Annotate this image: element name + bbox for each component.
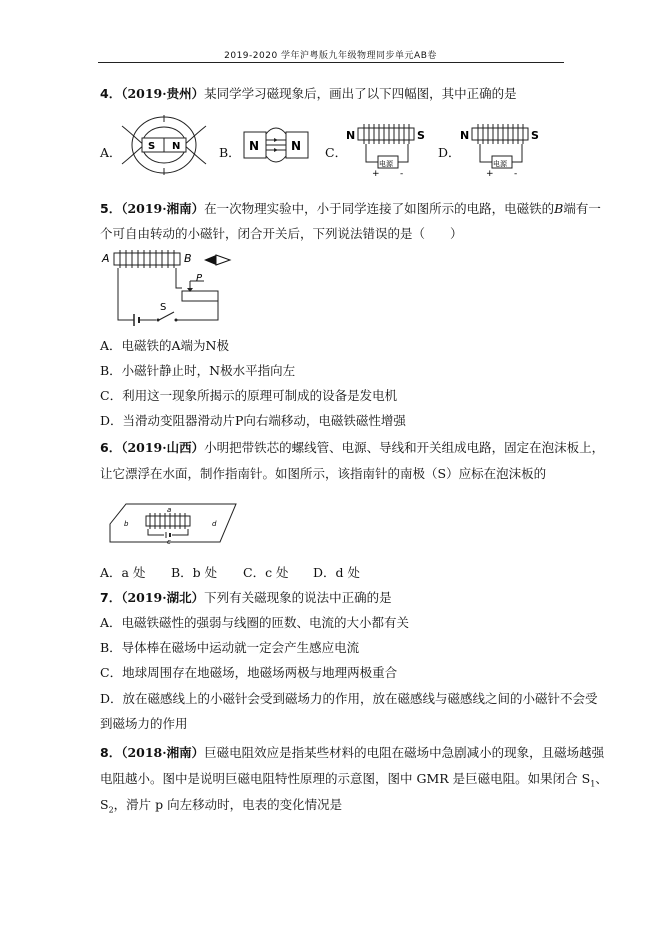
q4-d-minus: - <box>514 169 518 178</box>
question-5-line-2: 个可自由转动的小磁针，闭合开关后，下列说法错误的是（ ） <box>100 226 463 241</box>
page-header: 2019-2020 学年沪粤版九年级物理同步单元AB卷 <box>224 51 437 61</box>
question-8-line-1 <box>100 745 604 761</box>
question-4-source: （2019·贵州） <box>121 86 205 101</box>
q4-figure-d <box>456 118 544 178</box>
question-6-source: （2019·山西） <box>121 440 205 455</box>
q7-option-b: B．导体棒在磁场中运动就一定会产生感应电流 <box>100 640 360 655</box>
q4-a-left-pole: S <box>148 141 156 152</box>
q4-label-c: C． <box>325 145 348 160</box>
question-5-text-1-end: 端有一 <box>563 201 601 216</box>
question-5-b-end: B <box>554 201 564 216</box>
question-5-source: （2019·湘南） <box>121 201 205 216</box>
question-7-text: 下列有关磁现象的说法中正确的是 <box>204 590 392 605</box>
question-4-text: 某同学学习磁现象后，画出了以下四幅图，其中正确的是 <box>204 86 517 101</box>
q4-d-right-pole: S <box>531 129 539 142</box>
header-rule <box>98 62 564 63</box>
q4-b-right-pole: N <box>291 139 302 153</box>
question-8-text-2: 电阻越小。图中是说明巨磁电阻特性原理的示意图，图中 GMR 是巨磁电阻。如果闭合 S <box>100 771 591 786</box>
question-8-text-2-end: 、 <box>595 771 608 786</box>
question-5-number: 5． <box>100 201 122 216</box>
question-8-text-3: ，滑片 p 向左移动时，电表的变化情况是 <box>113 797 343 812</box>
q6-option-c: C．c 处 <box>243 565 289 580</box>
q5-slider-p-label: P <box>196 273 203 284</box>
question-7-source: （2019·湖北） <box>121 590 205 605</box>
q4-b-left-pole: N <box>249 139 260 153</box>
question-5-line-1 <box>100 201 601 217</box>
q4-figure-b <box>238 120 314 170</box>
q6-foam-board-figure <box>108 498 238 548</box>
question-8-text-1: 巨磁电阻效应是指某些材料的电阻在磁场中急剧减小的现象，且磁场越强 <box>204 745 605 760</box>
q4-c-left-pole: N <box>346 129 356 142</box>
question-8-source: （2018·湘南） <box>121 745 205 760</box>
q7-option-a: A．电磁铁磁性的强弱与线圈的匝数、电流的大小都有关 <box>100 615 410 630</box>
q5-switch-s-label: S <box>160 302 167 313</box>
q5-end-a-label: A <box>102 252 110 265</box>
question-6-line-1 <box>100 440 604 456</box>
question-8-s2: S <box>100 797 109 812</box>
question-4 <box>100 86 517 102</box>
question-7 <box>100 590 392 606</box>
q4-c-right-pole: S <box>417 129 425 142</box>
q6-option-a: A．a 处 <box>100 565 146 580</box>
q4-figure-a <box>118 112 210 178</box>
question-6-line-2: 让它漂浮在水面，制作指南针。如图所示，该指南针的南极（S）应标在泡沫板的 <box>100 466 547 481</box>
q4-d-power-label: 电源 <box>493 160 507 168</box>
q6-point-b-label: b <box>124 520 129 528</box>
question-8-line-2 <box>100 771 608 793</box>
q4-a-right-pole: N <box>172 141 181 152</box>
q6-option-b: B．b 处 <box>171 565 218 580</box>
question-6-number: 6． <box>100 440 122 455</box>
q5-option-d: D．当滑动变阻器滑动片P向右端移动，电磁铁磁性增强 <box>100 413 406 428</box>
q5-option-a: A．电磁铁的A端为N极 <box>100 338 229 353</box>
q4-label-d: D． <box>438 145 461 160</box>
q5-end-b-label: B <box>184 252 192 265</box>
q6-option-d: D．d 处 <box>313 565 360 580</box>
q4-d-left-pole: N <box>460 129 470 142</box>
q6-point-a-label: a <box>167 506 172 514</box>
q6-point-d-label: d <box>212 520 217 528</box>
q4-label-b: B． <box>219 145 241 160</box>
q7-option-d: D．放在磁感线上的小磁针会受到磁场力的作用，放在磁感线与磁感线之间的小磁针不会受 <box>100 691 598 706</box>
q5-option-c: C．利用这一现象所揭示的原理可制成的设备是发电机 <box>100 388 398 403</box>
q4-c-power-label: 电源 <box>379 160 393 168</box>
q4-figure-c <box>344 118 430 178</box>
q5-circuit-figure <box>100 248 240 328</box>
question-8-number: 8． <box>100 745 122 760</box>
question-8-s2-sub: 2 <box>108 805 114 815</box>
question-7-number: 7． <box>100 590 122 605</box>
question-8-line-3 <box>100 797 342 819</box>
question-5-text-1: 在一次物理实验中，小于同学连接了如图所示的电路，电磁铁的 <box>204 201 555 216</box>
q6-point-c-label: c <box>167 538 171 546</box>
q4-c-minus: - <box>400 169 404 178</box>
q4-d-plus: + <box>486 169 494 178</box>
question-4-number: 4． <box>100 86 122 101</box>
q7-option-c: C．地球周围存在地磁场，地磁场两极与地理两极重合 <box>100 665 398 680</box>
q4-label-a: A． <box>100 145 122 160</box>
question-8-s1-sub: 1 <box>590 779 596 789</box>
question-6-text-1: 小明把带铁芯的螺线管、电源、导线和开关组成电路，固定在泡沫板上， <box>204 440 605 455</box>
q4-c-plus: + <box>372 169 380 178</box>
q5-option-b: B．小磁针静止时，N极水平指向左 <box>100 363 296 378</box>
q7-option-d-cont: 到磁场力的作用 <box>100 716 188 731</box>
